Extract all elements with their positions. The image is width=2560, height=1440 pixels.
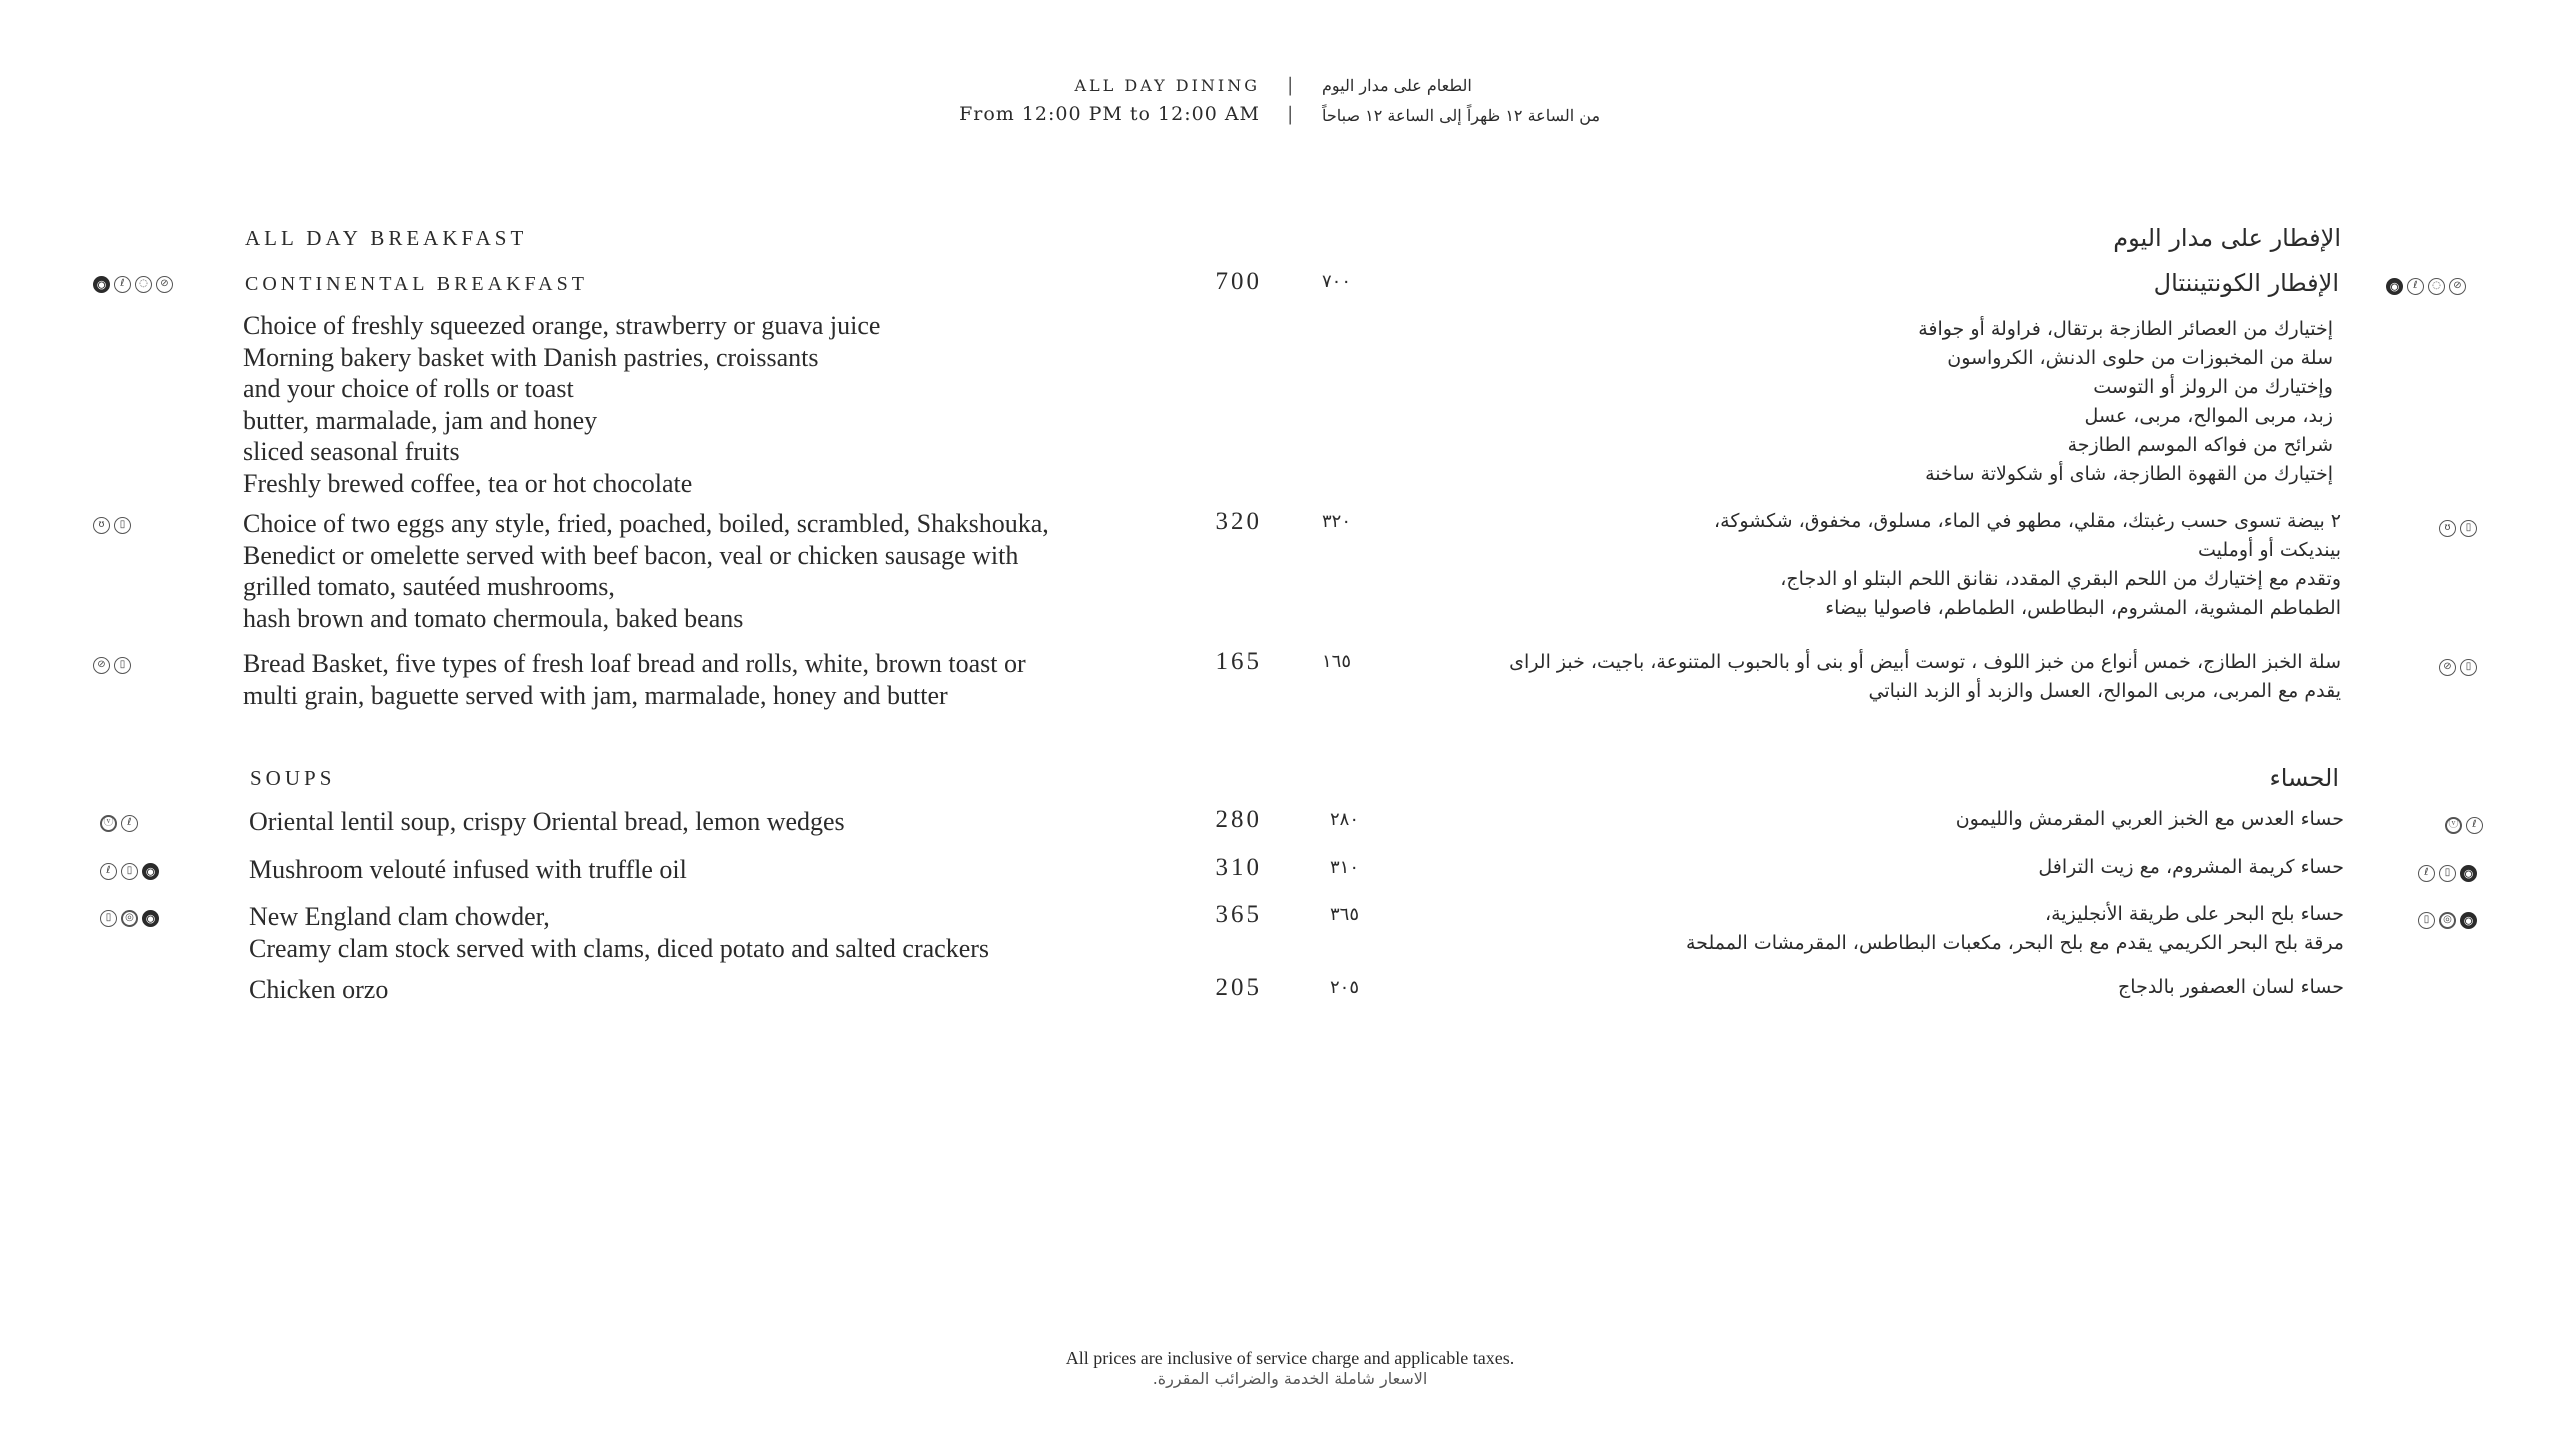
item-price-arabic: ٣٦٥ [1330, 904, 1360, 925]
milk-icon: ▯ [100, 910, 117, 927]
item-description-arabic [2118, 973, 2344, 1002]
description-line: and your choice of rolls or toast [243, 374, 574, 403]
description-line: Mushroom velouté infused with truffle oil [249, 855, 687, 884]
description-line-arabic: مرقة بلح البحر الكريمي يقدم مع بلح البحر، مكعبات البطاطس، المقرمشات المملحة [1686, 932, 2344, 954]
item-price: 320 [1215, 508, 1262, 535]
description-line-arabic: حساء لسان العصفور بالدجاج [2118, 976, 2344, 998]
description-line: Bread Basket, five types of fresh loaf bread and rolls, white, brown toast or [243, 649, 1026, 678]
description-line: butter, marmalade, jam and honey [243, 405, 598, 435]
header-title: ALL DAY DINING [1074, 76, 1260, 95]
item-price-arabic: ٧٠٠ [1322, 271, 1352, 292]
item-price: 310 [1215, 854, 1262, 881]
item-price-arabic: ١٦٥ [1322, 651, 1352, 672]
description-line-arabic: إختيارك من العصائر الطازجة برتقال، فراولة أو جوافة [1918, 318, 2333, 340]
description-line-arabic: شرائح من فواكه الموسم الطازجة [2067, 434, 2333, 456]
section-title-breakfast-arabic: الإفطار على مدار اليوم [2113, 224, 2341, 252]
dietary-icons [100, 812, 138, 834]
leaf-icon: ℓ [100, 863, 117, 880]
item-description [249, 806, 845, 838]
leaf-icon: ℓ [2418, 865, 2435, 882]
description-line: Oriental lentil soup, crispy Oriental bread, lemon wedges [249, 807, 845, 836]
egg-icon: ʊ [93, 517, 110, 534]
section-title-soups: SOUPS [250, 766, 336, 790]
item-description [243, 648, 1026, 711]
description-line-arabic: إختيارك من القهوة الطازجة، شاى أو شكولاتة ساخنة [1925, 463, 2333, 485]
footer-note: All prices are inclusive of service charge and applicable taxes. [1065, 1348, 1515, 1368]
item-price: 165 [1215, 648, 1262, 675]
leaf-icon: ℓ [121, 815, 138, 832]
dietary-icons-arabic [2445, 814, 2483, 836]
item-price: 280 [1215, 806, 1262, 833]
header-separator: | [1287, 74, 1294, 96]
description-line: multi grain, baguette served with jam, marmalade, honey and butter [243, 680, 948, 710]
item-price-arabic: ٣١٠ [1330, 857, 1360, 878]
globe-icon: ◉ [142, 863, 159, 880]
item-price-arabic: ٣٢٠ [1322, 511, 1352, 532]
no-nuts-icon: ⊘ [156, 276, 173, 293]
item-description [249, 974, 388, 1006]
shellfish-icon: ◎ [121, 910, 138, 927]
description-line-arabic: وتقدم مع إختيارك من اللحم البقري المقدد، نقانق اللحم البتلو او الدجاج، [1780, 568, 2341, 590]
description-line-arabic: بينديكت أو أومليت [2197, 539, 2341, 561]
dietary-icons-arabic [2418, 909, 2477, 931]
no-nuts-icon: ⊘ [2439, 659, 2456, 676]
milk-icon: ▯ [121, 863, 138, 880]
section-title-breakfast: ALL DAY BREAKFAST [245, 226, 528, 250]
description-line-arabic: حساء بلح البحر على طريقة الأنجليزية، [2045, 903, 2344, 925]
description-line-arabic: زبد، مربى الموالح، مربى، عسل [2084, 405, 2333, 427]
egg-icon: ʊ [2439, 520, 2456, 537]
item-title-continental: CONTINENTAL BREAKFAST [245, 273, 588, 295]
item-description-arabic [1918, 315, 2333, 489]
section-title-soups-arabic: الحساء [2269, 764, 2339, 792]
description-line: New England clam chowder, [249, 902, 550, 931]
description-line-arabic: وإختيارك من الرولز أو التوست [2093, 376, 2333, 398]
leaf-icon: ℓ [114, 276, 131, 293]
description-line: Chicken orzo [249, 975, 389, 1004]
vegan-icon: ⓥ [100, 815, 117, 832]
description-line: Benedict or omelette served with beef bacon, veal or chicken sausage with [243, 540, 1019, 570]
globe-icon: ◉ [93, 276, 110, 293]
gluten-free-icon: ◌ [2428, 278, 2445, 295]
description-line: grilled tomato, sautéed mushrooms, [243, 572, 615, 601]
header-hours-arabic: من الساعة ١٢ ظهراً إلى الساعة ١٢ صباحاً [1322, 106, 1601, 125]
description-line-arabic: سلة الخبز الطازج، خمس أنواع من خبز اللوف ، توست أبيض أو بنى أو بالحبوب المتنوعة، باجيت، خبز الراى [1509, 651, 2341, 673]
header-hours: From 12:00 PM to 12:00 AM [959, 103, 1260, 125]
item-description [249, 901, 989, 964]
globe-icon: ◉ [2460, 865, 2477, 882]
description-line: Freshly brewed coffee, tea or hot chocolate [243, 468, 693, 498]
milk-icon: ▯ [2460, 659, 2477, 676]
item-description [243, 508, 1049, 634]
description-line: Morning bakery basket with Danish pastries, croissants [243, 342, 819, 372]
dietary-icons-arabic [2439, 656, 2477, 678]
globe-icon: ◉ [2460, 912, 2477, 929]
item-description-arabic [1714, 507, 2341, 623]
no-nuts-icon: ⊘ [2449, 278, 2466, 295]
description-line-arabic: سلة من المخبوزات من حلوى الدنش، الكرواسون [1947, 347, 2333, 369]
milk-icon: ▯ [2439, 865, 2456, 882]
dietary-icons-arabic [2418, 862, 2477, 884]
header-separator: | [1287, 103, 1294, 125]
dietary-icons-arabic [2439, 517, 2477, 539]
item-price-arabic: ٢٨٠ [1330, 809, 1360, 830]
gluten-free-icon: ◌ [135, 276, 152, 293]
item-description-arabic [1509, 648, 2341, 706]
dietary-icons [93, 514, 131, 536]
milk-icon: ▯ [114, 657, 131, 674]
dietary-icons [93, 654, 131, 676]
dietary-icons [93, 273, 173, 295]
globe-icon: ◉ [142, 910, 159, 927]
dietary-icons [100, 907, 159, 929]
item-title-continental-arabic: الإفطار الكونتيننتال [2153, 269, 2339, 297]
vegan-icon: ⓥ [2445, 817, 2462, 834]
header-title-arabic: الطعام على مدار اليوم [1322, 76, 1472, 95]
description-line: Choice of freshly squeezed orange, strawberry or guava juice [243, 311, 881, 340]
leaf-icon: ℓ [2407, 278, 2424, 295]
item-description-arabic [2038, 853, 2344, 882]
item-price-arabic: ٢٠٥ [1330, 977, 1360, 998]
milk-icon: ▯ [2460, 520, 2477, 537]
globe-icon: ◉ [2386, 278, 2403, 295]
no-nuts-icon: ⊘ [93, 657, 110, 674]
item-price: 700 [1215, 268, 1262, 295]
milk-icon: ▯ [114, 517, 131, 534]
description-line-arabic: حساء العدس مع الخبز العربي المقرمش والليمون [1955, 808, 2344, 830]
footer-note-arabic: الاسعار شاملة الخدمة والضرائب المقررة. [1152, 1369, 1428, 1388]
description-line-arabic: يقدم مع المربى، مربى الموالح، العسل والزبد أو الزبد النباتي [1868, 680, 2341, 702]
dietary-icons [100, 860, 159, 882]
item-description [243, 310, 880, 499]
description-line-arabic: حساء كريمة المشروم، مع زيت الترافل [2038, 856, 2344, 878]
description-line: Choice of two eggs any style, fried, poached, boiled, scrambled, Shakshouka, [243, 509, 1049, 538]
description-line: hash brown and tomato chermoula, baked beans [243, 603, 744, 633]
shellfish-icon: ◎ [2439, 912, 2456, 929]
description-line-arabic: ٢ بيضة تسوى حسب رغبتك، مقلي، مطهو في الماء، مسلوق، مخفوق، شكشوكة، [1714, 510, 2341, 532]
item-description [249, 854, 687, 886]
description-line-arabic: الطماطم المشوية، المشروم، البطاطس، الطماطم، فاصوليا بيضاء [1825, 597, 2341, 619]
item-price: 205 [1215, 974, 1262, 1001]
item-price: 365 [1215, 901, 1262, 928]
dietary-icons-arabic [2386, 275, 2466, 297]
milk-icon: ▯ [2418, 912, 2435, 929]
item-description-arabic [1686, 900, 2344, 958]
item-description-arabic [1956, 805, 2344, 834]
description-line: Creamy clam stock served with clams, diced potato and salted crackers [249, 933, 990, 963]
description-line: sliced seasonal fruits [243, 437, 460, 466]
leaf-icon: ℓ [2466, 817, 2483, 834]
